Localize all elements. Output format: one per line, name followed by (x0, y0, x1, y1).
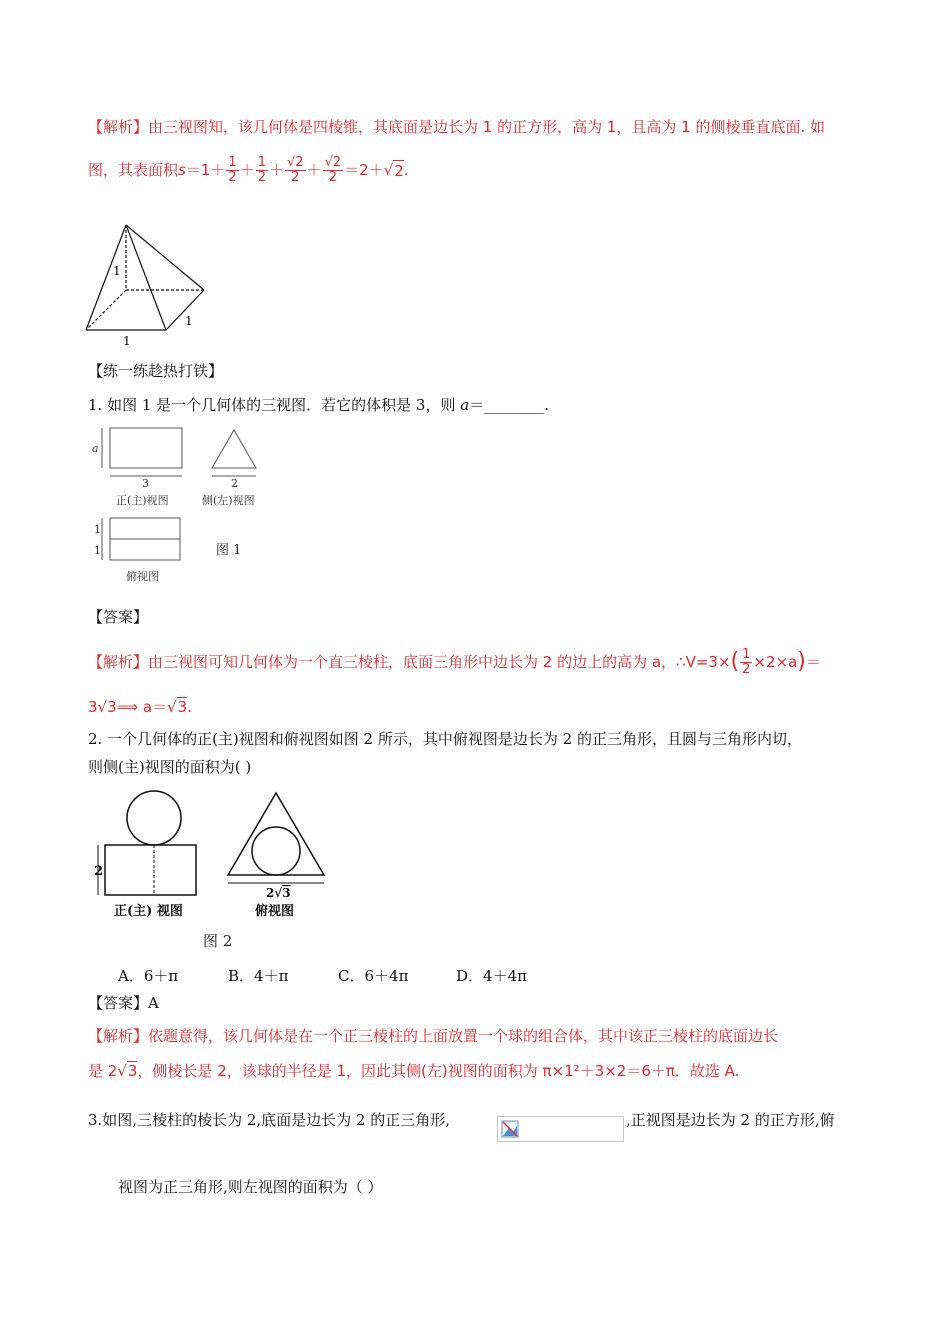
q2-explanation-line-2: 是 2√3，侧棱长是 2，该球的半径是 1，因此其侧(左)视图的面积为 π×1²＋3×2＝6＋π．故选 A. (88, 1062, 740, 1080)
practice-header: 【练一练趁热打铁】 (88, 362, 224, 380)
svg-text:俯视图: 俯视图 (126, 570, 159, 583)
svg-text:1: 1 (94, 544, 101, 557)
three-view-figure-2 (88, 785, 338, 955)
q1-explanation-line-1: 【解析】 由三视图可知几何体为一个直三棱柱，底面三角形中边长为 2 的边上的高为 a，∴V=3× ( $\frac{1}{2}$ ×2×a ) ＝ (88, 646, 821, 677)
q2-option-c[interactable]: C．6＋4π (338, 967, 409, 985)
svg-text:图 2: 图 2 (203, 932, 233, 950)
q2-answer: 【答案】A (88, 994, 159, 1012)
q1-answer: 【答案】 (88, 608, 149, 626)
fraction: $\frac{1}{2}$ (257, 154, 266, 185)
q2-explanation-line-1: 【解析】依题意得，该几何体是在一个正三棱柱的上面放置一个球的组合体，其中该正三棱柱的底面边长 (88, 1027, 779, 1045)
question-2-line-2: 则侧(主)视图的面积为( ) (88, 758, 252, 776)
svg-text:2: 2 (94, 864, 104, 879)
question-2-line-1: 2. 一个几何体的正(主)视图和俯视图如图 2 所示，其中俯视图是边长为 2 的正三角形，且圆与三角形内切， (88, 730, 802, 748)
question-3-line-1-start: 3.如图,三棱柱的棱长为 2,底面是边长为 2 的正三角形, (88, 1111, 451, 1129)
pyramid-side-label: 1 (185, 314, 193, 328)
pyramid-bottom-label: 1 (123, 334, 131, 348)
fraction: $\frac{√2}{2}$ (286, 154, 304, 185)
broken-image-placeholder (497, 1116, 624, 1142)
fraction: $\frac{√2}{2}$ (324, 154, 342, 185)
q1-explanation-line-2: 3√3⟹ a＝√3. (88, 698, 192, 716)
svg-text:1: 1 (94, 523, 101, 536)
pyramid-figure (80, 218, 220, 348)
svg-text:2√3: 2√3 (266, 886, 291, 900)
three-view-figure-1 (88, 420, 278, 590)
svg-text:3: 3 (142, 477, 149, 490)
explanation-1-line-1: 【解析】由三视图知，该几何体是四棱锥，其底面是边长为 1 的正方形，高为 1，且高为 1 的侧棱垂直底面. 如 (88, 118, 826, 136)
svg-text:图 1: 图 1 (216, 543, 242, 558)
svg-text:正(主) 视图: 正(主) 视图 (114, 904, 183, 919)
svg-text:侧(左)视图: 侧(左)视图 (202, 494, 255, 507)
q2-options (118, 966, 527, 986)
broken-image-icon (501, 1120, 519, 1138)
svg-text:正(主)视图: 正(主)视图 (116, 494, 169, 507)
question-3-line-1-end: ,正视图是边长为 2 的正方形,俯 (626, 1111, 835, 1129)
q2-option-b[interactable]: B．4＋π (228, 967, 289, 985)
svg-text:2: 2 (231, 477, 238, 490)
q2-option-a[interactable]: A．6＋π (118, 967, 179, 985)
question-1: 1. 如图 1 是一个几何体的三视图．若它的体积是 3，则 a＝________. (88, 396, 549, 414)
question-3-line-2: 视图为正三角形,则左视图的面积为（ ） (118, 1178, 383, 1196)
pyramid-height-label: 1 (113, 264, 121, 278)
explanation-1-line-2: 图，其表面积 s ＝1＋ $\frac{1}{2}$ ＋ $\frac{1}{2}$ ＋ $\frac{√2}{2}$ ＋ $\frac{√2}{2}$ ＝2＋ √ 2 . (88, 154, 409, 185)
q2-option-d[interactable]: D．4＋4π (456, 967, 527, 985)
svg-text:a: a (92, 442, 99, 455)
fraction: $\frac{1}{2}$ (228, 154, 237, 185)
explanation-tag: 【解析】 (88, 118, 149, 136)
svg-text:俯视图: 俯视图 (255, 904, 295, 919)
